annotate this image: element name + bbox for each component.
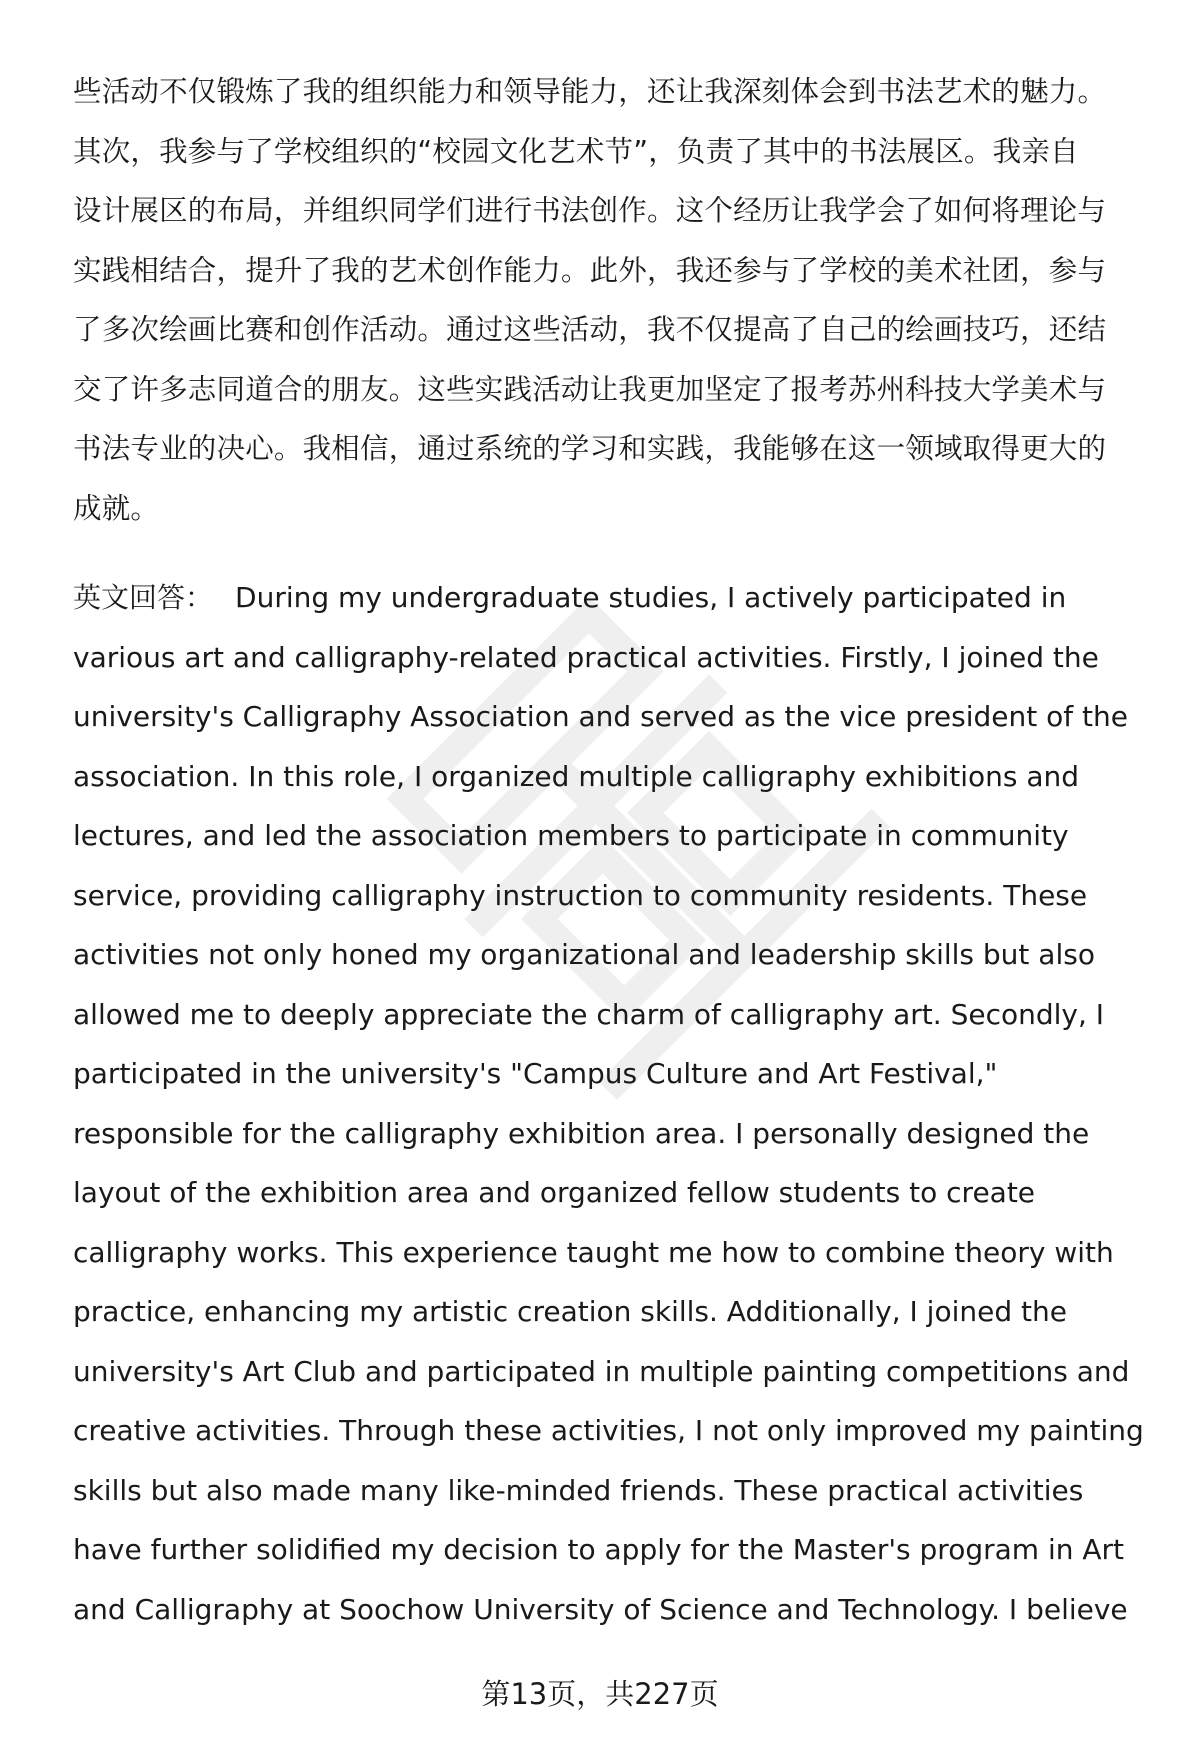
chinese-text-line: 些活动不仅锻炼了我的组织能力和领导能力，还让我深刻体会到书法艺术的魅力。 [73, 75, 1107, 108]
english-text-line: participated in the university's "Campus Culture and Art Festival," [73, 1057, 998, 1090]
english-answer-section [73, 568, 1148, 1639]
english-text-first-line-content: During my undergraduate studies, I actively participated in [235, 581, 1067, 614]
chinese-text-line: 设计展区的布局，并组织同学们进行书法创作。这个经历让我学会了如何将理论与 [73, 194, 1107, 227]
english-text-line: calligraphy works. This experience taught me how to combine theory with [73, 1235, 1114, 1269]
english-text-line: creative activities. Through these activities, I not only improved my painting [73, 1414, 1144, 1447]
english-text-line: allowed me to deeply appreciate the charm of calligraphy art. Secondly, I [73, 997, 1105, 1031]
english-answer-label: 英文回答： [73, 581, 214, 614]
chinese-text-line: 实践相结合，提升了我的艺术创作能力。此外，我还参与了学校的美术社团，参与 [73, 253, 1107, 287]
english-text-line: university's Art Club and participated in multiple painting competitions and [73, 1354, 1130, 1388]
chinese-text-line: 成就。 [73, 491, 160, 525]
chinese-text-line: 了多次绘画比赛和创作活动。通过这些活动，我不仅提高了自己的绘画技巧，还结 [73, 313, 1107, 346]
english-text-line: practice, enhancing my artistic creation skills. Additionally, I joined the [73, 1295, 1067, 1328]
english-text-line: activities not only honed my organizational and leadership skills but also [73, 938, 1095, 971]
english-text-line: skills but also made many like-minded friends. These practical activities [73, 1473, 1084, 1507]
english-text-line: association. In this role, I organized multiple calligraphy exhibitions and [73, 759, 1080, 793]
english-text-line: service, providing calligraphy instruction to community residents. These [73, 878, 1088, 912]
page-number-footer: 第13页，共227页 [481, 1677, 719, 1711]
english-text-line: and Calligraphy at Soochow University of Science and Technology. I believe [73, 1592, 1128, 1626]
chinese-text-line: 其次，我参与了学校组织的“校园文化艺术节”，负责了其中的书法展区。我亲自 [73, 134, 1079, 168]
english-text-line: various art and calligraphy-related practical activities. Firstly, I joined the [73, 640, 1099, 674]
english-text-line: responsible for the calligraphy exhibition area. I personally designed the [73, 1116, 1090, 1150]
english-text-line: university's Calligraphy Association and served as the vice president of the [73, 700, 1128, 733]
english-text-line: layout of the exhibition area and organized fellow students to create [73, 1176, 1036, 1209]
chinese-answer-section [73, 62, 1148, 538]
chinese-text-line: 书法专业的决心。我相信，通过系统的学习和实践，我能够在这一领域取得更大的 [73, 432, 1107, 465]
chinese-text-line: 交了许多志同道合的朋友。这些实践活动让我更加坚定了报考苏州科技大学美术与 [73, 372, 1107, 406]
document-body [73, 62, 1148, 1639]
english-text-line: lectures, and led the association members to participate in community [73, 819, 1069, 852]
english-text-first-line [73, 568, 1148, 628]
english-text-line: have further solidified my decision to apply for the Master's program in Art [73, 1533, 1125, 1566]
section-spacer [73, 538, 1148, 568]
